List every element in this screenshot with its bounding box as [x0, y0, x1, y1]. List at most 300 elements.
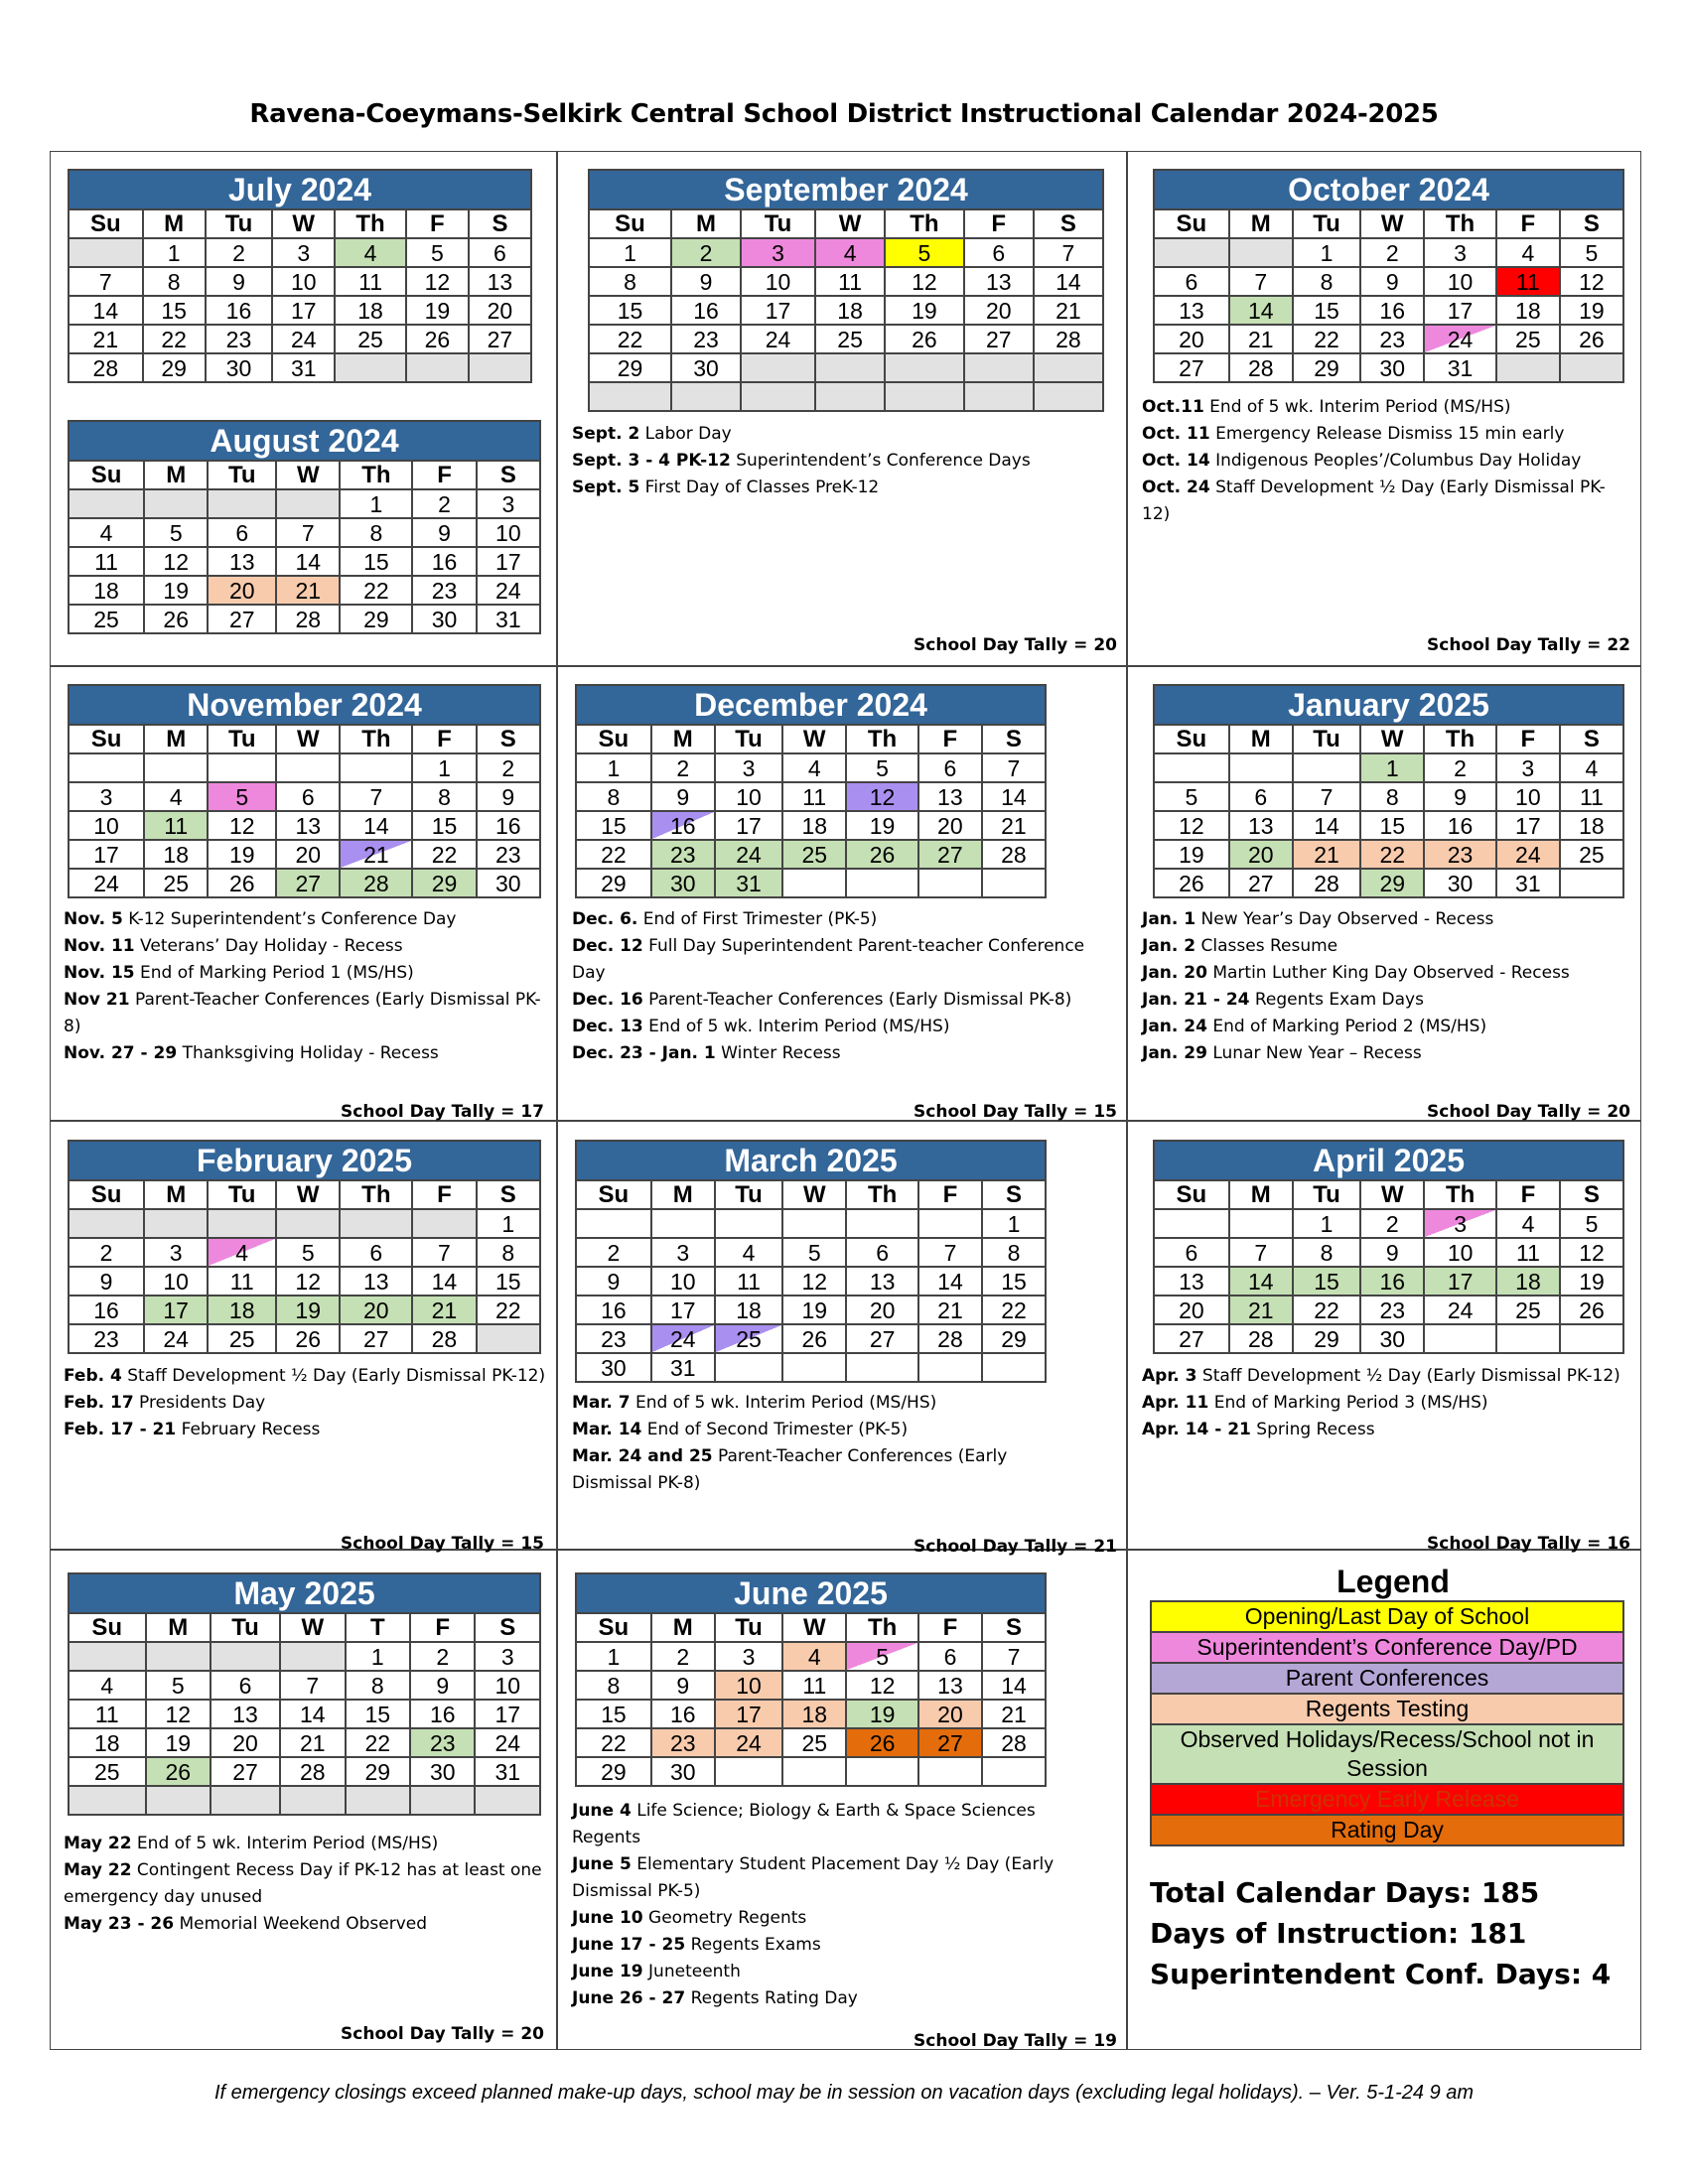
tally-november: School Day Tally = 17: [341, 1102, 544, 1122]
note-line: Nov. 15 End of Marking Period 1 (MS/HS): [64, 963, 414, 983]
note-line: June 10 Geometry Regents: [572, 1908, 807, 1928]
day-cell: 22: [1293, 1296, 1361, 1324]
tally-may: School Day Tally = 20: [341, 2024, 544, 2044]
note-line: June 17 - 25 Regents Exams: [572, 1935, 821, 1955]
weekday-header: M: [1229, 209, 1293, 238]
note-line: Sept. 2 Labor Day: [572, 424, 732, 444]
calendar-mar: [575, 1140, 1047, 1383]
day-cell: 28: [982, 1728, 1046, 1757]
weekday-header: W: [1360, 1180, 1424, 1209]
empty-cell: [144, 753, 208, 782]
day-cell: 5: [276, 1238, 340, 1267]
day-cell: 13: [1154, 296, 1229, 325]
weekday-header: W: [1360, 725, 1424, 753]
calendar-apr: [1153, 1140, 1624, 1354]
note-line: Jan. 29 Lunar New Year – Recess: [1142, 1043, 1422, 1063]
day-cell: 5: [885, 238, 964, 267]
day-cell: 31: [1496, 869, 1560, 897]
day-cell: 8: [1360, 782, 1424, 811]
day-cell: 26: [1560, 325, 1623, 353]
day-cell: 1: [982, 1209, 1046, 1238]
day-cell: 28: [412, 1324, 476, 1353]
empty-cell: [815, 353, 885, 382]
empty-cell: [69, 489, 144, 518]
legend-item: Superintendent’s Conference Day/PD: [1152, 1633, 1622, 1664]
note-line: Apr. 11 End of Marking Period 3 (MS/HS): [1142, 1393, 1488, 1413]
day-cell: 24: [144, 1324, 208, 1353]
day-cell: 17: [651, 1296, 715, 1324]
day-cell: 17: [272, 296, 335, 325]
tally-september: School Day Tally = 20: [914, 635, 1117, 655]
calendar-may: [68, 1572, 541, 1816]
day-cell: 20: [1154, 1296, 1229, 1324]
day-cell: 4: [144, 782, 208, 811]
weekday-header: Su: [576, 725, 651, 753]
day-cell: 13: [1154, 1267, 1229, 1296]
day-cell: 8: [477, 1238, 540, 1267]
day-cell: 24: [477, 576, 540, 605]
legend-item: Opening/Last Day of School: [1152, 1602, 1622, 1633]
day-cell: 23: [651, 1728, 715, 1757]
day-cell: 2: [477, 753, 540, 782]
notes-february: [64, 1363, 550, 1443]
weekday-header: M: [143, 209, 206, 238]
superintendent-conf-days: Superintendent Conf. Days: 4: [1150, 1958, 1612, 1990]
notes-october: [1142, 394, 1628, 528]
empty-cell: [276, 753, 340, 782]
weekday-header: Su: [69, 1613, 146, 1642]
empty-cell: [406, 353, 469, 382]
calendar-nov: [68, 684, 541, 898]
weekday-header: Th: [1424, 209, 1496, 238]
day-cell: 6: [918, 753, 982, 782]
weekday-header: Tu: [715, 725, 783, 753]
day-cell: 27: [1154, 353, 1229, 382]
day-cell: 13: [846, 1267, 918, 1296]
day-cell: 21: [340, 840, 412, 869]
day-cell: 15: [576, 1700, 651, 1728]
day-cell: 11: [69, 1700, 146, 1728]
day-cell: 9: [1360, 267, 1424, 296]
day-cell: 11: [69, 547, 144, 576]
day-cell: 27: [846, 1324, 918, 1353]
weekday-header: S: [1034, 209, 1103, 238]
weekday-header: W: [782, 1613, 846, 1642]
day-cell: 2: [671, 238, 741, 267]
day-cell: 5: [208, 782, 276, 811]
day-cell: 12: [146, 1700, 211, 1728]
day-cell: 17: [477, 547, 540, 576]
day-cell: 3: [1424, 1209, 1496, 1238]
day-cell: 16: [410, 1700, 475, 1728]
day-cell: 2: [1424, 753, 1496, 782]
empty-cell: [340, 753, 412, 782]
empty-cell: [1560, 869, 1623, 897]
calendar-dec: [575, 684, 1047, 898]
notes-may: [64, 1831, 550, 1938]
day-cell: 12: [1560, 1238, 1623, 1267]
empty-cell: [982, 1353, 1046, 1382]
day-cell: 13: [918, 1671, 982, 1700]
day-cell: 28: [1293, 869, 1361, 897]
day-cell: 26: [1154, 869, 1229, 897]
empty-cell: [410, 1786, 475, 1815]
day-cell: 18: [1496, 1267, 1560, 1296]
day-cell: 14: [918, 1267, 982, 1296]
day-cell: 13: [918, 782, 982, 811]
day-cell: 28: [1034, 325, 1103, 353]
day-cell: 7: [69, 267, 143, 296]
weekday-header: M: [144, 461, 208, 489]
day-cell: 7: [280, 1671, 345, 1700]
empty-cell: [1560, 1324, 1623, 1353]
tally-january: School Day Tally = 20: [1427, 1102, 1630, 1122]
day-cell: 30: [1360, 1324, 1424, 1353]
day-cell: 17: [1496, 811, 1560, 840]
day-cell: 2: [69, 1238, 144, 1267]
tally-october: School Day Tally = 22: [1427, 635, 1630, 655]
day-cell: 12: [846, 782, 918, 811]
day-cell: 23: [651, 840, 715, 869]
legend: [1150, 1600, 1624, 1846]
day-cell: 13: [276, 811, 340, 840]
day-cell: 16: [576, 1296, 651, 1324]
day-cell: 20: [469, 296, 531, 325]
day-cell: 21: [69, 325, 143, 353]
legend-item: Observed Holidays/Recess/School not in Session: [1152, 1725, 1622, 1785]
weekday-header: Tu: [211, 1613, 280, 1642]
empty-cell: [982, 1757, 1046, 1786]
empty-cell: [208, 753, 276, 782]
legend-title: Legend: [1336, 1564, 1450, 1599]
empty-cell: [144, 489, 208, 518]
day-cell: 21: [276, 576, 340, 605]
weekday-header: T: [346, 1613, 410, 1642]
weekday-header: S: [982, 1180, 1046, 1209]
weekday-header: S: [982, 725, 1046, 753]
day-cell: 16: [1360, 296, 1424, 325]
day-cell: 2: [410, 1642, 475, 1671]
day-cell: 11: [782, 1671, 846, 1700]
day-cell: 18: [815, 296, 885, 325]
empty-cell: [475, 1786, 540, 1815]
day-cell: 9: [410, 1671, 475, 1700]
day-cell: 14: [982, 1671, 1046, 1700]
day-cell: 29: [1293, 353, 1361, 382]
day-cell: 8: [143, 267, 206, 296]
day-cell: 28: [340, 869, 412, 897]
empty-cell: [846, 869, 918, 897]
day-cell: 16: [1424, 811, 1496, 840]
day-cell: 24: [1424, 325, 1496, 353]
day-cell: 10: [651, 1267, 715, 1296]
notes-december: [572, 906, 1118, 1067]
day-cell: 21: [1229, 325, 1293, 353]
day-cell: 3: [477, 489, 540, 518]
weekday-header: Tu: [1293, 725, 1361, 753]
day-cell: 27: [469, 325, 531, 353]
day-cell: 24: [715, 840, 783, 869]
notes-november: [64, 906, 550, 1067]
note-line: Jan. 2 Classes Resume: [1142, 936, 1338, 956]
day-cell: 20: [208, 576, 276, 605]
day-cell: 29: [589, 353, 671, 382]
month-title: February 2025: [69, 1141, 540, 1180]
day-cell: 21: [1034, 296, 1103, 325]
month-title: January 2025: [1154, 685, 1623, 725]
day-cell: 17: [144, 1296, 208, 1324]
day-cell: 2: [412, 489, 476, 518]
day-cell: 5: [1560, 238, 1623, 267]
notes-march: [572, 1390, 1088, 1497]
day-cell: 8: [346, 1671, 410, 1700]
weekday-header: M: [651, 725, 715, 753]
weekday-header: Th: [340, 461, 412, 489]
day-cell: 19: [1154, 840, 1229, 869]
empty-cell: [335, 353, 406, 382]
day-cell: 23: [477, 840, 540, 869]
day-cell: 24: [1496, 840, 1560, 869]
weekday-header: F: [918, 1180, 982, 1209]
day-cell: 21: [918, 1296, 982, 1324]
weekday-header: M: [144, 1180, 208, 1209]
empty-cell: [782, 869, 846, 897]
day-cell: 18: [69, 1728, 146, 1757]
day-cell: 26: [885, 325, 964, 353]
day-cell: 15: [1293, 1267, 1361, 1296]
day-cell: 23: [206, 325, 273, 353]
day-cell: 11: [815, 267, 885, 296]
weekday-header: F: [412, 725, 476, 753]
day-cell: 13: [211, 1700, 280, 1728]
day-cell: 31: [477, 605, 540, 633]
day-cell: 12: [144, 547, 208, 576]
day-cell: 4: [815, 238, 885, 267]
empty-cell: [1154, 1209, 1229, 1238]
day-cell: 24: [1424, 1296, 1496, 1324]
note-line: June 26 - 27 Regents Rating Day: [572, 1988, 858, 2008]
day-cell: 16: [69, 1296, 144, 1324]
day-cell: 7: [276, 518, 340, 547]
day-cell: 21: [982, 811, 1046, 840]
weekday-header: Su: [69, 209, 143, 238]
empty-cell: [964, 353, 1034, 382]
day-cell: 3: [475, 1642, 540, 1671]
day-cell: 6: [918, 1642, 982, 1671]
note-line: May 22 End of 5 wk. Interim Period (MS/HS): [64, 1834, 439, 1853]
calendar-oct: [1153, 169, 1624, 383]
note-line: Feb. 17 - 21 February Recess: [64, 1420, 321, 1439]
empty-cell: [477, 1324, 540, 1353]
empty-cell: [589, 382, 671, 411]
day-cell: 24: [272, 325, 335, 353]
empty-cell: [280, 1786, 345, 1815]
weekday-header: Th: [885, 209, 964, 238]
day-cell: 17: [1424, 1267, 1496, 1296]
day-cell: 6: [340, 1238, 412, 1267]
day-cell: 12: [276, 1267, 340, 1296]
note-line: Mar. 24 and 25 Parent-Teacher Conferences (Early Dismissal PK-8): [572, 1446, 1008, 1493]
day-cell: 19: [208, 840, 276, 869]
empty-cell: [412, 1209, 476, 1238]
day-cell: 8: [412, 782, 476, 811]
weekday-header: M: [146, 1613, 211, 1642]
weekday-header: S: [477, 461, 540, 489]
day-cell: 1: [1360, 753, 1424, 782]
day-cell: 14: [280, 1700, 345, 1728]
day-cell: 29: [576, 1757, 651, 1786]
day-cell: 7: [412, 1238, 476, 1267]
day-cell: 22: [982, 1296, 1046, 1324]
day-cell: 27: [211, 1757, 280, 1786]
notes-june: [572, 1798, 1088, 2012]
day-cell: 9: [206, 267, 273, 296]
day-cell: 14: [412, 1267, 476, 1296]
weekday-header: Th: [1424, 725, 1496, 753]
day-cell: 29: [576, 869, 651, 897]
weekday-header: Su: [69, 725, 144, 753]
day-cell: 1: [477, 1209, 540, 1238]
month-title: October 2024: [1154, 170, 1623, 209]
day-cell: 31: [475, 1757, 540, 1786]
empty-cell: [918, 1353, 982, 1382]
day-cell: 5: [144, 518, 208, 547]
day-cell: 3: [272, 238, 335, 267]
notes-september: [572, 421, 1088, 501]
note-line: May 23 - 26 Memorial Weekend Observed: [64, 1914, 428, 1934]
empty-cell: [69, 1642, 146, 1671]
note-line: Dec. 6. End of First Trimester (PK-5): [572, 909, 878, 929]
weekday-header: M: [671, 209, 741, 238]
day-cell: 15: [143, 296, 206, 325]
day-cell: 27: [208, 605, 276, 633]
empty-cell: [69, 238, 143, 267]
day-cell: 28: [1229, 1324, 1293, 1353]
day-cell: 10: [715, 1671, 783, 1700]
empty-cell: [469, 353, 531, 382]
empty-cell: [1154, 753, 1229, 782]
day-cell: 20: [964, 296, 1034, 325]
weekday-header: Tu: [715, 1613, 783, 1642]
day-cell: 28: [276, 605, 340, 633]
legend-item: Parent Conferences: [1152, 1664, 1622, 1695]
day-cell: 29: [143, 353, 206, 382]
empty-cell: [576, 1209, 651, 1238]
weekday-header: Su: [1154, 1180, 1229, 1209]
empty-cell: [276, 1209, 340, 1238]
day-cell: 8: [1293, 1238, 1361, 1267]
empty-cell: [208, 1209, 276, 1238]
day-cell: 23: [412, 576, 476, 605]
day-cell: 22: [1360, 840, 1424, 869]
day-cell: 11: [1496, 267, 1560, 296]
month-title: December 2024: [576, 685, 1046, 725]
day-cell: 29: [982, 1324, 1046, 1353]
empty-cell: [146, 1642, 211, 1671]
day-cell: 3: [1424, 238, 1496, 267]
day-cell: 30: [1360, 353, 1424, 382]
day-cell: 10: [741, 267, 815, 296]
day-cell: 11: [144, 811, 208, 840]
weekday-header: Su: [69, 461, 144, 489]
day-cell: 14: [1293, 811, 1361, 840]
month-title: August 2024: [69, 421, 540, 461]
day-cell: 17: [69, 840, 144, 869]
day-cell: 10: [477, 518, 540, 547]
footer-note: If emergency closings exceed planned make-up days, school may be in session on vacation days (excluding legal holidays). – Ver. 5-1-24 9 am: [213, 2082, 1475, 2104]
day-cell: 12: [1154, 811, 1229, 840]
weekday-header: Su: [69, 1180, 144, 1209]
day-cell: 10: [1496, 782, 1560, 811]
column-divider: [556, 151, 558, 2050]
day-cell: 20: [1154, 325, 1229, 353]
days-of-instruction: Days of Instruction: 181: [1150, 1917, 1527, 1950]
day-cell: 6: [1154, 267, 1229, 296]
day-cell: 27: [918, 1728, 982, 1757]
day-cell: 11: [208, 1267, 276, 1296]
day-cell: 26: [276, 1324, 340, 1353]
day-cell: 19: [782, 1296, 846, 1324]
day-cell: 18: [715, 1296, 783, 1324]
day-cell: 15: [1360, 811, 1424, 840]
day-cell: 20: [918, 811, 982, 840]
day-cell: 21: [1293, 840, 1361, 869]
note-line: Mar. 7 End of 5 wk. Interim Period (MS/HS): [572, 1393, 937, 1413]
note-line: Jan. 1 New Year’s Day Observed - Recess: [1142, 909, 1494, 929]
weekday-header: F: [964, 209, 1034, 238]
day-cell: 22: [576, 1728, 651, 1757]
empty-cell: [69, 1209, 144, 1238]
weekday-header: M: [651, 1613, 715, 1642]
day-cell: 9: [477, 782, 540, 811]
day-cell: 14: [1229, 1267, 1293, 1296]
day-cell: 28: [982, 840, 1046, 869]
total-calendar-days: Total Calendar Days: 185: [1150, 1876, 1540, 1909]
day-cell: 15: [477, 1267, 540, 1296]
empty-cell: [741, 382, 815, 411]
note-line: Dec. 16 Parent-Teacher Conferences (Early Dismissal PK-8): [572, 990, 1072, 1010]
day-cell: 10: [272, 267, 335, 296]
day-cell: 27: [1154, 1324, 1229, 1353]
empty-cell: [815, 382, 885, 411]
weekday-header: Th: [846, 1613, 918, 1642]
weekday-header: Th: [846, 725, 918, 753]
tally-march: School Day Tally = 21: [914, 1537, 1117, 1557]
empty-cell: [885, 382, 964, 411]
empty-cell: [671, 382, 741, 411]
day-cell: 7: [340, 782, 412, 811]
weekday-header: S: [475, 1613, 540, 1642]
day-cell: 28: [918, 1324, 982, 1353]
day-cell: 30: [477, 869, 540, 897]
weekday-header: M: [1229, 725, 1293, 753]
empty-cell: [782, 1209, 846, 1238]
empty-cell: [651, 1209, 715, 1238]
day-cell: 7: [982, 753, 1046, 782]
note-line: June 19 Juneteenth: [572, 1962, 741, 1981]
empty-cell: [208, 489, 276, 518]
day-cell: 1: [1293, 1209, 1361, 1238]
month-title: July 2024: [69, 170, 531, 209]
note-line: Mar. 14 End of Second Trimester (PK-5): [572, 1420, 909, 1439]
row-divider: [50, 665, 1641, 667]
day-cell: 31: [1424, 353, 1496, 382]
day-cell: 10: [1424, 267, 1496, 296]
day-cell: 20: [340, 1296, 412, 1324]
day-cell: 6: [211, 1671, 280, 1700]
weekday-header: Su: [1154, 209, 1229, 238]
month-title: March 2025: [576, 1141, 1046, 1180]
